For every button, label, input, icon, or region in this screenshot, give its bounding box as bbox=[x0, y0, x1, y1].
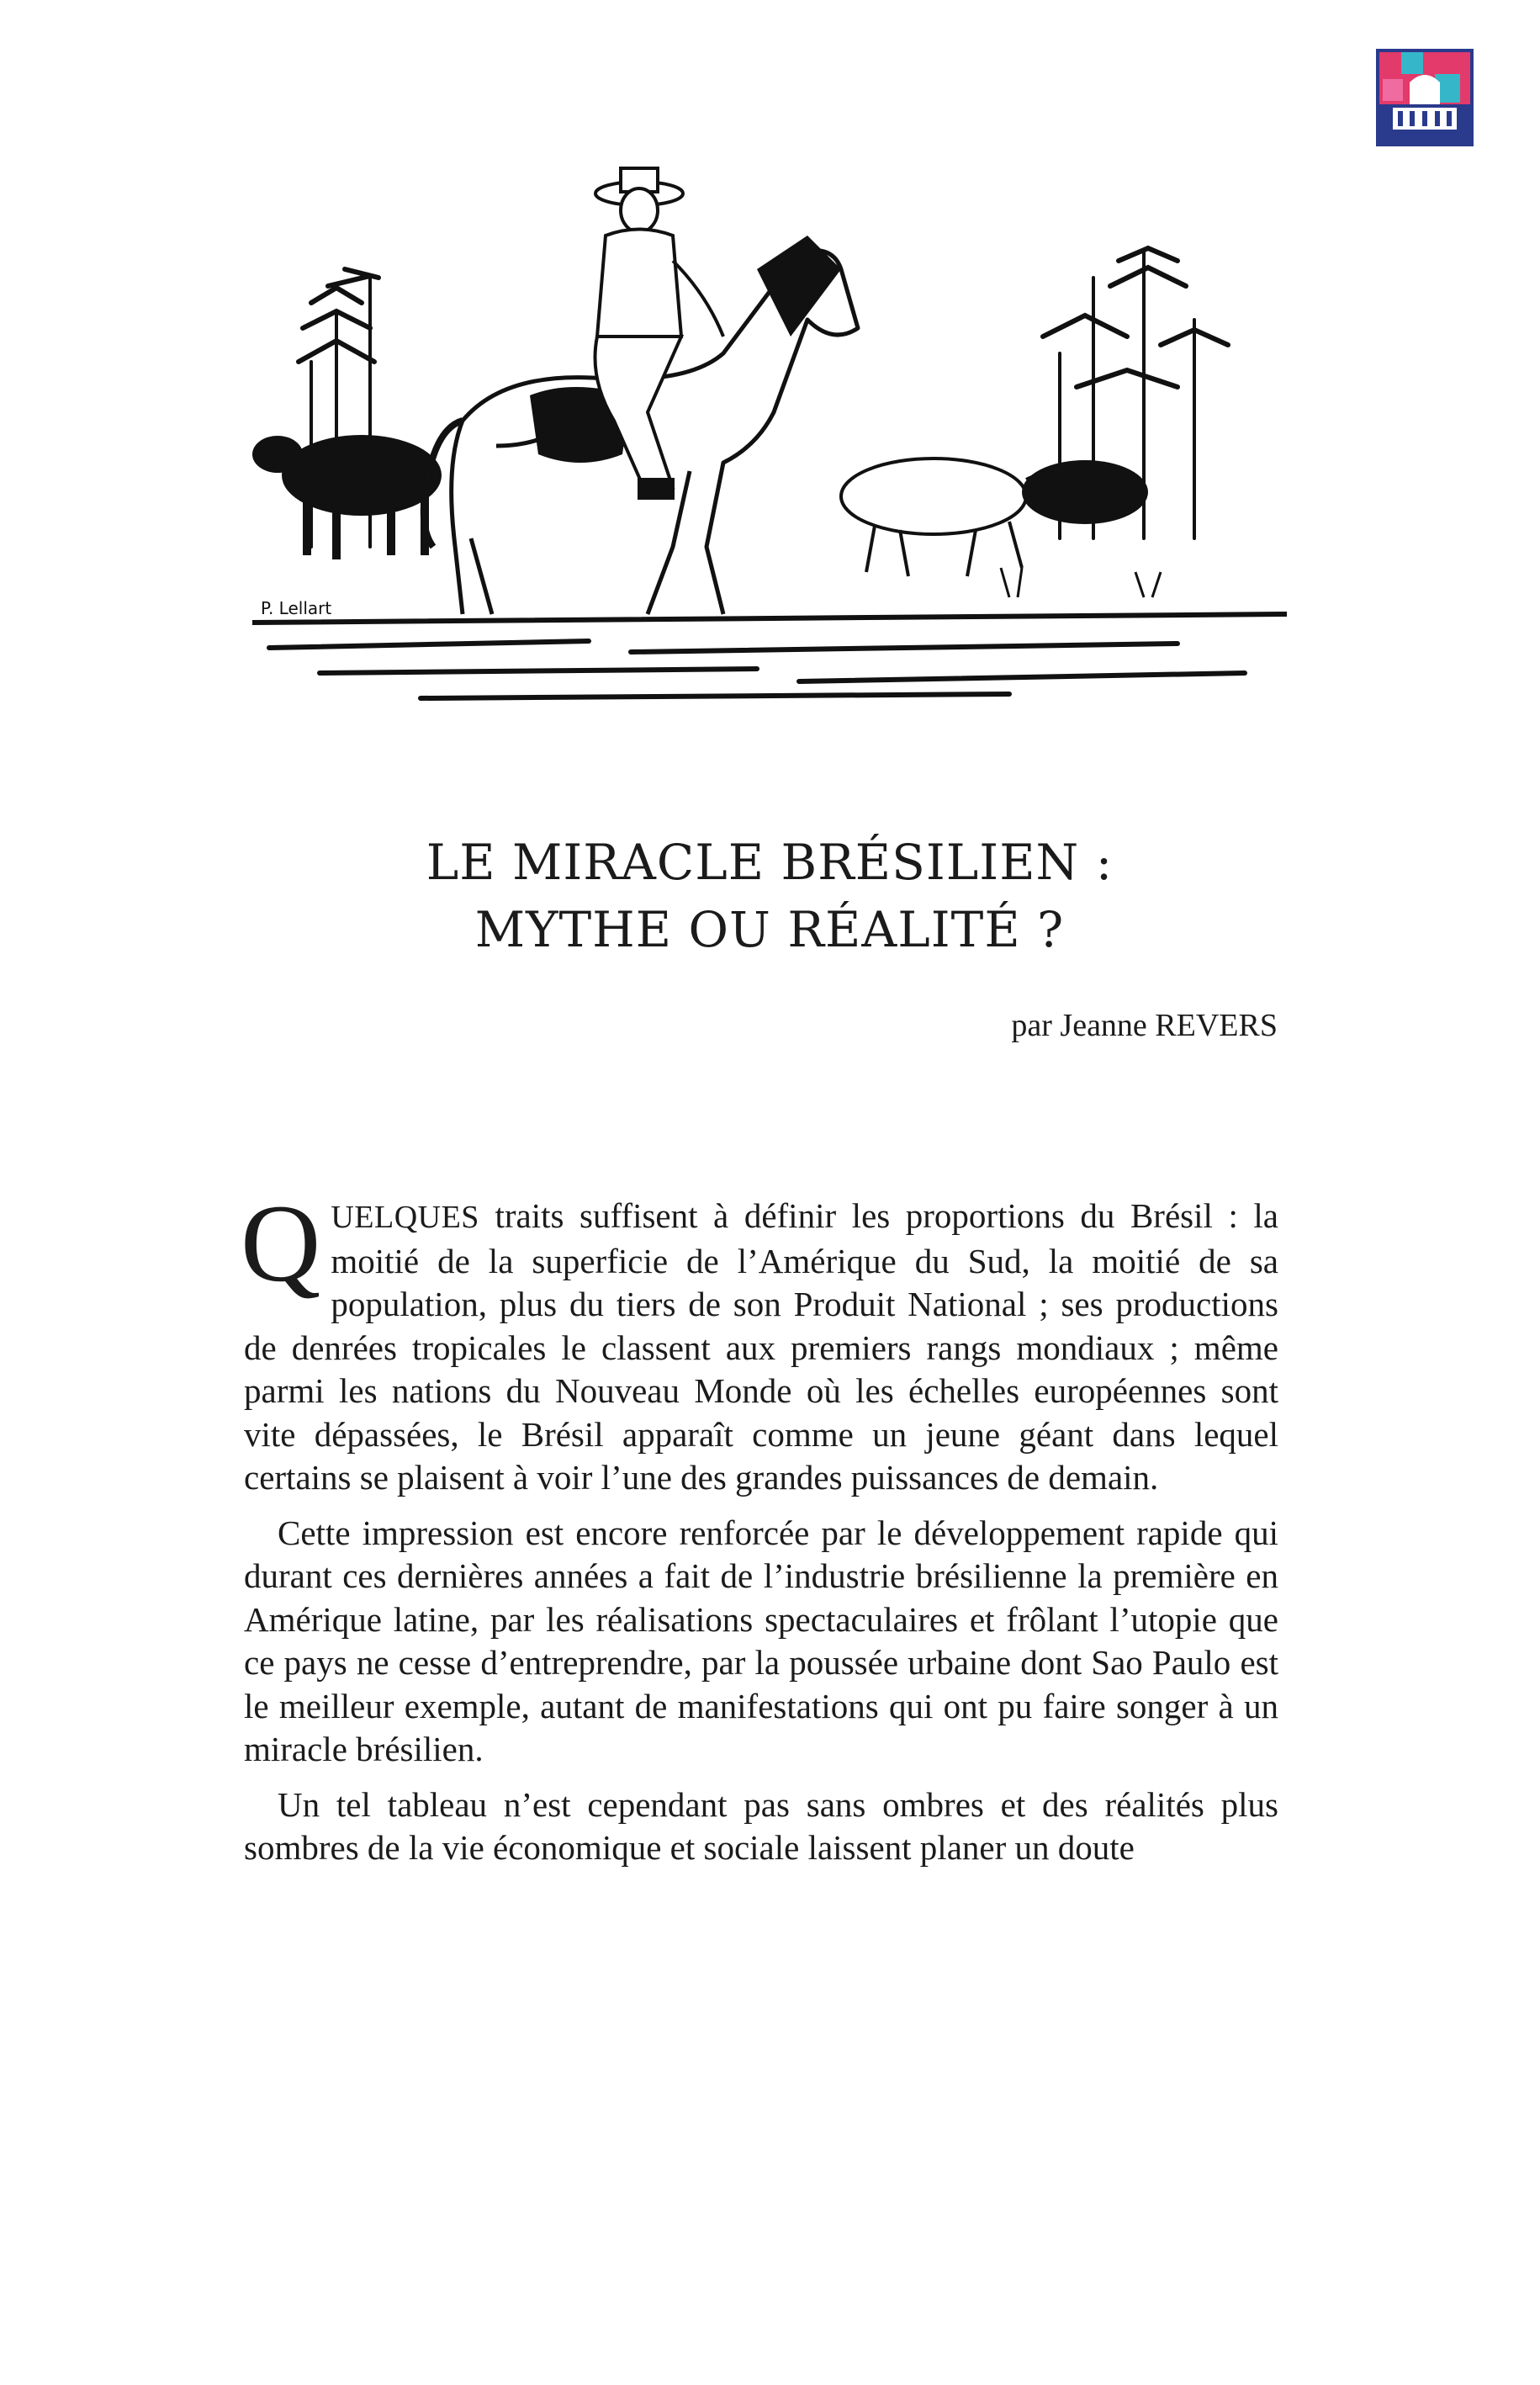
small-caps-lead: UELQUES bbox=[331, 1200, 479, 1235]
illustration-signature: P. Lellart bbox=[261, 598, 332, 618]
gaucho-on-horseback-icon bbox=[252, 143, 1287, 707]
paragraph-1 bbox=[241, 1181, 1278, 1500]
article-title bbox=[244, 829, 1295, 963]
drop-cap: Q bbox=[241, 1181, 321, 1305]
article-body bbox=[241, 1181, 1278, 1882]
paragraph-3: Un tel tableau n’est cependant pas sans ombres et des réalités plus sombres de la vie économique et sociale laissent planer un doute bbox=[244, 1784, 1278, 1867]
title-line-1: LE MIRACLE BRÉSILIEN : bbox=[426, 834, 1114, 891]
publication-logo-icon bbox=[1376, 49, 1474, 146]
paragraph-2: Cette impression est encore renforcée par le développement rapide qui durant ces dernières années a fait de l’industrie brésilienne la première en Amérique latine, par les réalisations spectaculaires et frôlant l’utopie que ce pays ne cesse d’entreprendre, par la poussée urbaine dont Sao Paulo est le meilleur exemple, autant de manifestations qui ont pu faire songer à un miracle brésilien. bbox=[244, 1513, 1278, 1768]
title-line-2: MYTHE OU RÉALITÉ ? bbox=[474, 901, 1065, 958]
paragraph-1-text: traits suffisent à définir les proportions du Brésil : la moitié de la superficie de l’Amérique du Sud, la moitié de sa population, plus du tiers de son Produit National ; ses productions de denrées tropicales le classent aux premiers rangs mondiaux ; même parmi les nations du Nouveau Monde où les échelles européennes sont vite dépassées, le Brésil apparaît comme un jeune géant dans lequel certains se plaisent à voir l’une des grandes puissances de demain. bbox=[244, 1196, 1278, 1497]
byline: par Jeanne REVERS bbox=[1011, 1008, 1278, 1043]
